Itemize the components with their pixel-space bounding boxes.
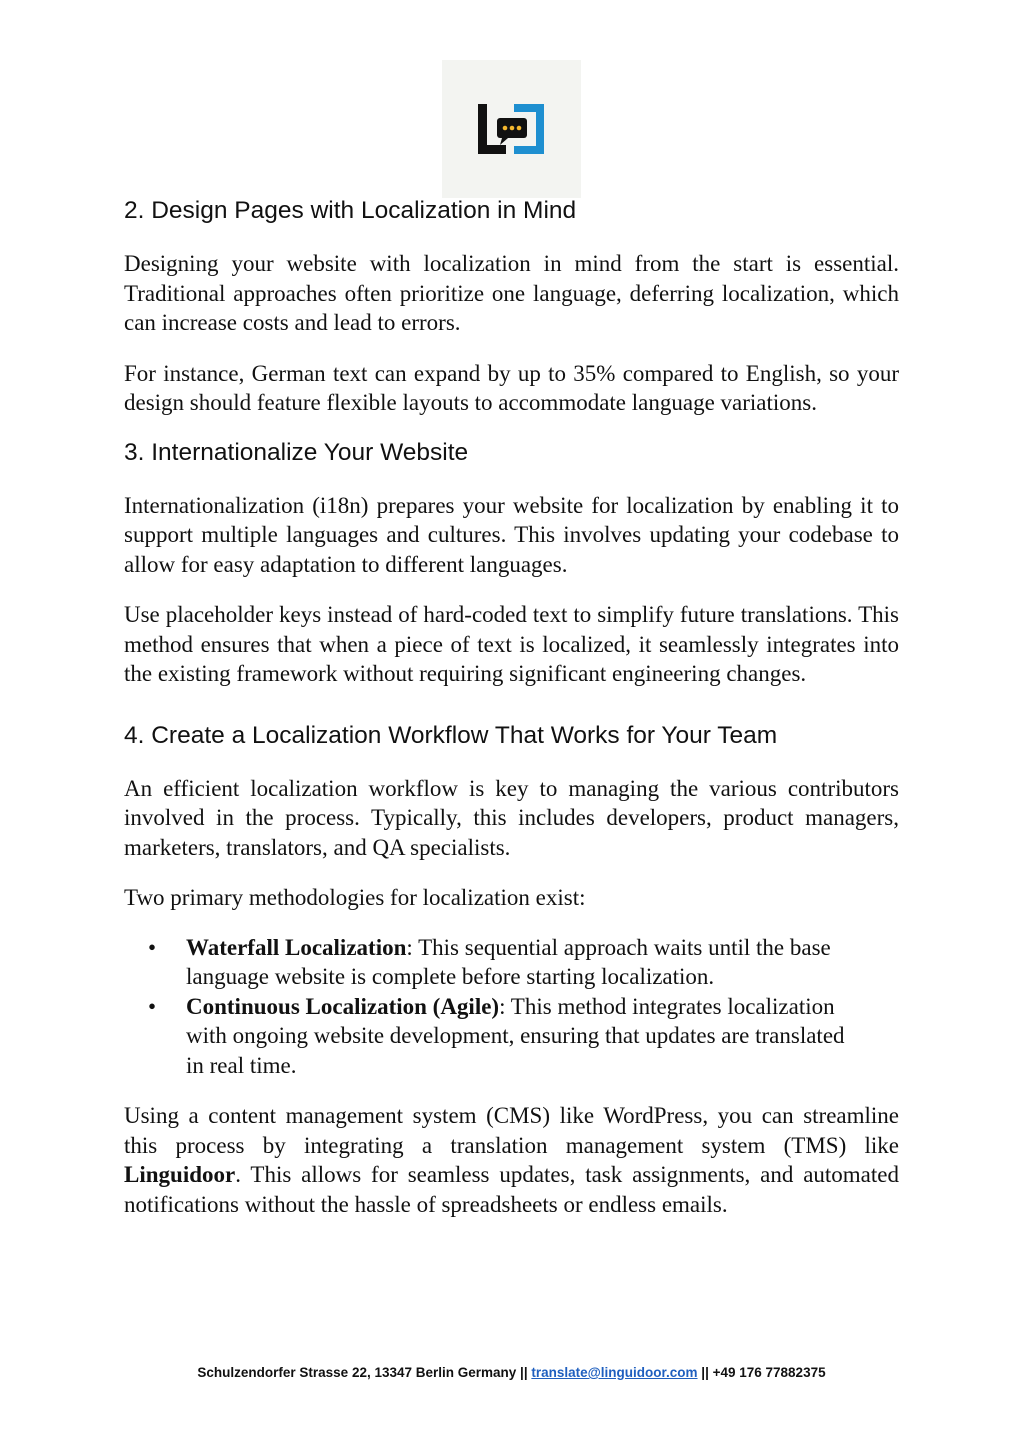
paragraph-text: . This allows for seamless updates, task assignments, and automated notifications without the hassle of spreadsheets or endless emails. [124,1162,899,1217]
list-item-term: Waterfall Localization [186,934,407,960]
section-heading-design: 2. Design Pages with Localization in Mind [124,197,577,224]
page-footer [0,1365,1023,1380]
paragraph: For instance, German text can expand by up to 35% compared to English, so your design should feature flexible layouts to accommodate language variations. [124,360,899,415]
bullet-icon: • [148,934,157,960]
paragraph: Designing your website with localization in mind from the start is essential. Traditional approaches often prioritize one language, deferring localization, which can increase costs and lead to errors. [124,251,899,335]
document-body [124,195,899,1219]
paragraph: An efficient localization workflow is key to managing the various contributors involved in the process. Typically, this includes developers, product managers, marketers, translators, and QA specialists. [124,775,899,860]
list-item-text: : This sequential approach waits until the base language website is complete before starting localization. [186,934,831,989]
paragraph: Internationalization (i18n) prepares your website for localization by enabling it to support multiple languages and cultures. This involves updating your codebase to allow for easy adaptation to different languages. [124,492,899,577]
footer-email-link[interactable]: translate@linguidoor.com [531,1365,698,1380]
linguidoor-logo-icon [442,60,581,198]
paragraph [124,1101,899,1219]
section-heading-internationalize: 3. Internationalize Your Website [124,438,469,466]
list-item [124,992,864,1081]
footer-address: Schulzendorfer Strasse 22, 13347 Berlin Germany || [197,1365,532,1380]
bullet-icon: • [148,993,157,1019]
list-item [124,933,864,992]
paragraph: Two primary methodologies for localization exist: [124,885,586,910]
list-item-text: : This method integrates localization with ongoing website development, ensuring that updates are translated in real time. [186,993,845,1078]
list-item-term: Continuous Localization (Agile) [186,993,500,1019]
footer-phone: || +49 176 77882375 [697,1365,826,1380]
methodology-list [124,933,864,1081]
logo [442,60,581,198]
paragraph: Use placeholder keys instead of hard-coded text to simplify future translations. This method ensures that when a piece of text is localized, it seamlessly integrates into the existing framework without requiring significant engineering changes. [124,602,899,686]
paragraph-text: Using a content management system (CMS) like WordPress, you can streamline this process by integrating a translation management system (TMS) like [124,1103,899,1158]
section-heading-workflow: 4. Create a Localization Workflow That Works for Your Team [124,721,778,749]
brand-name: Linguidoor [124,1162,236,1187]
